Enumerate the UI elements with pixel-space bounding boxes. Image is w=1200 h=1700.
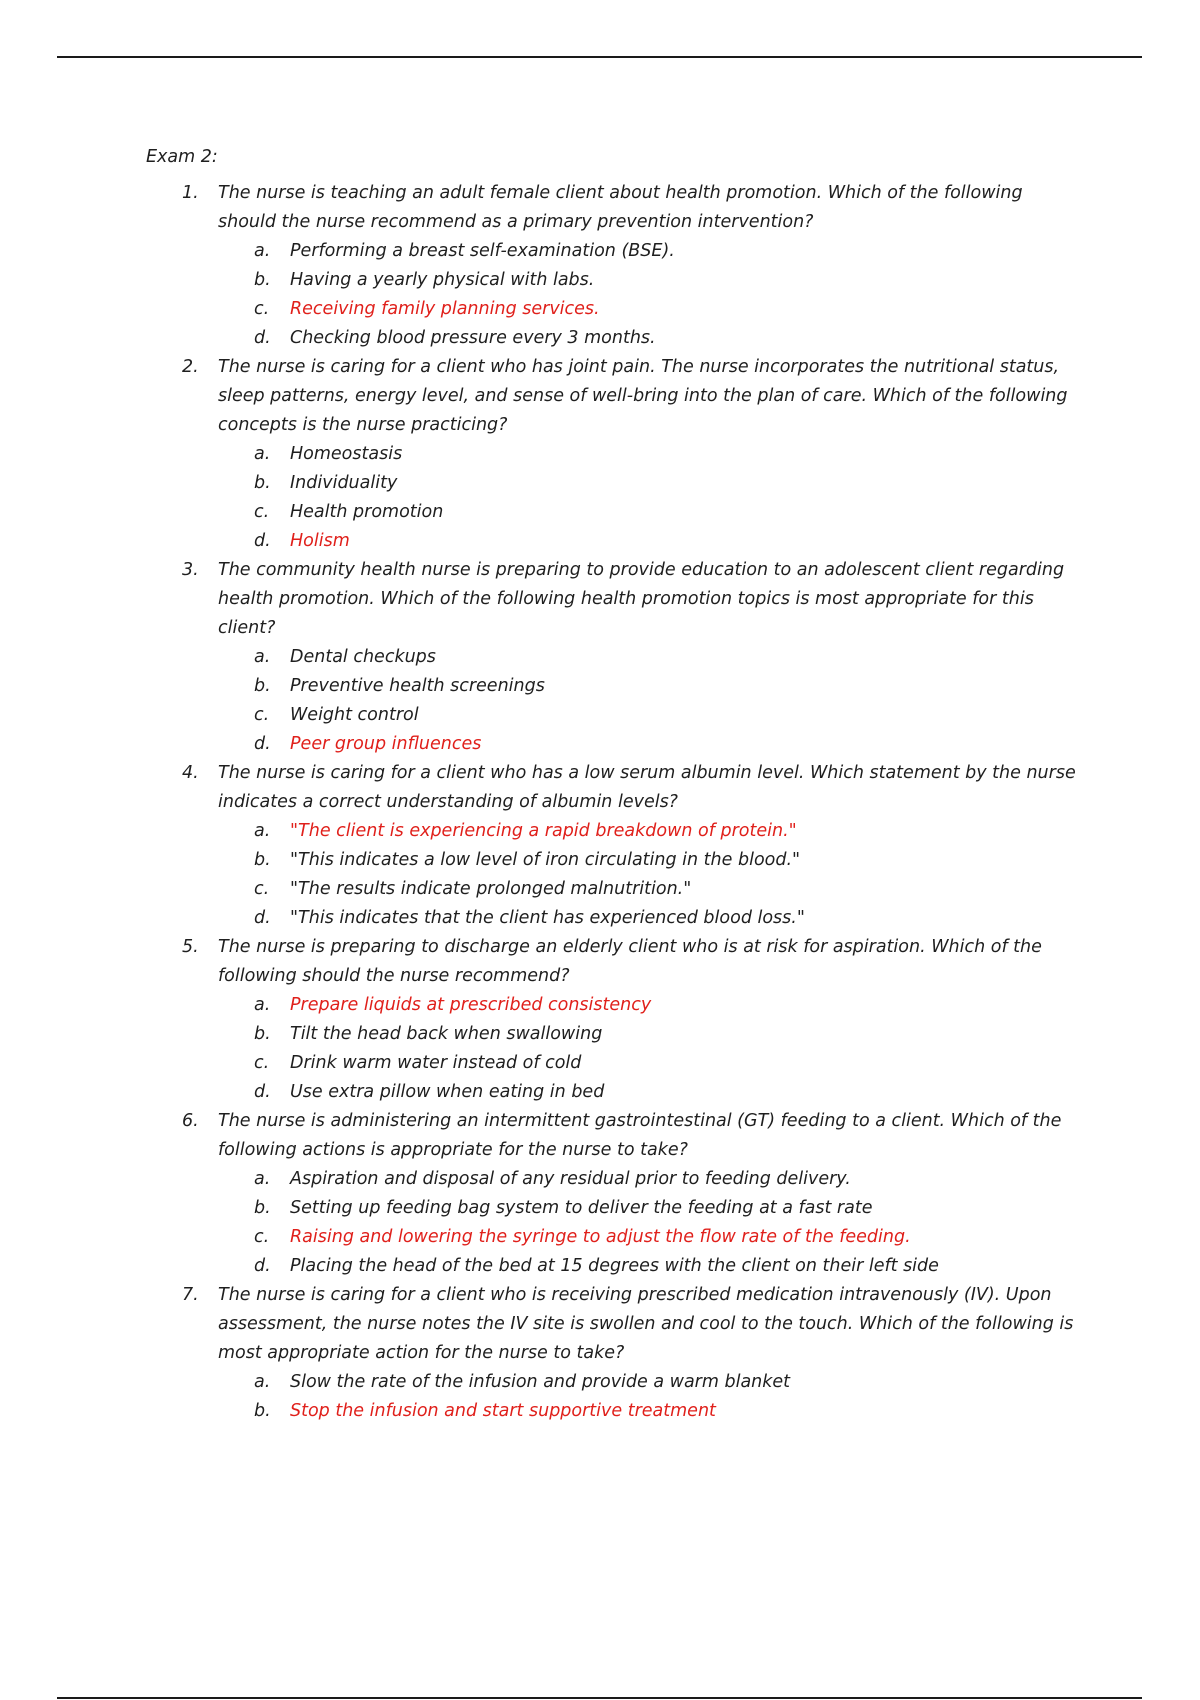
answer-option-correct (218, 295, 1086, 324)
option-letter: b. (254, 270, 271, 290)
question-number: 2. (182, 357, 199, 377)
option-letter: a. (254, 821, 271, 841)
answer-options (218, 1165, 1086, 1281)
question-3 (146, 556, 1086, 759)
answer-option (218, 1049, 1086, 1078)
question-text: The nurse is teaching an adult female client about health promotion. Which of the following should the nurse recommend as a primary prevention intervention? (218, 183, 1023, 232)
option-text: Health promotion (290, 502, 444, 522)
header-rule (57, 56, 1142, 58)
question-text: The nurse is caring for a client who is receiving prescribed medication intravenously (IV). Upon assessment, the nurse notes the IV site is swollen and cool to the touch. Which of the following is most appropriate action for the nurse to take? (218, 1285, 1074, 1363)
answer-options (218, 1368, 1086, 1426)
option-letter: a. (254, 444, 271, 464)
answer-option (218, 875, 1086, 904)
option-text: Drink warm water instead of cold (290, 1053, 582, 1073)
option-letter: d. (254, 531, 271, 551)
option-text: "This indicates a low level of iron circulating in the blood." (290, 850, 801, 870)
option-text: Checking blood pressure every 3 months. (290, 328, 656, 348)
option-text: Stop the infusion and start supportive treatment (290, 1401, 716, 1421)
exam-title: Exam 2: (146, 147, 218, 167)
answer-option (218, 846, 1086, 875)
answer-option-correct (218, 730, 1086, 759)
option-text: Setting up feeding bag system to deliver the feeding at a fast rate (290, 1198, 873, 1218)
option-letter: d. (254, 1082, 271, 1102)
answer-option (218, 1368, 1086, 1397)
answer-option (218, 643, 1086, 672)
answer-options (218, 440, 1086, 556)
question-text: The nurse is caring for a client who has a low serum albumin level. Which statement by the nurse indicates a correct understanding of albumin levels? (218, 763, 1076, 812)
option-text: Holism (290, 531, 350, 551)
question-list (146, 179, 1086, 1426)
answer-option (218, 1020, 1086, 1049)
option-text: Dental checkups (290, 647, 436, 667)
option-letter: a. (254, 995, 271, 1015)
answer-option (218, 1194, 1086, 1223)
option-text: Having a yearly physical with labs. (290, 270, 595, 290)
option-letter: d. (254, 1256, 271, 1276)
question-1 (146, 179, 1086, 353)
option-letter: d. (254, 328, 271, 348)
option-text: Aspiration and disposal of any residual prior to feeding delivery. (290, 1169, 851, 1189)
answer-option (218, 1078, 1086, 1107)
document-body (146, 143, 1086, 1426)
answer-option (218, 904, 1086, 933)
option-letter: d. (254, 908, 271, 928)
question-text: The community health nurse is preparing to provide education to an adolescent client regarding health promotion. Which of the following health promotion topics is most appropriate for this client? (218, 560, 1065, 638)
question-2 (146, 353, 1086, 556)
option-text: Individuality (290, 473, 398, 493)
option-letter: c. (254, 879, 270, 899)
option-letter: c. (254, 1053, 270, 1073)
answer-option (218, 440, 1086, 469)
option-text: Peer group influences (290, 734, 482, 754)
option-text: Slow the rate of the infusion and provide a warm blanket (290, 1372, 791, 1392)
option-letter: b. (254, 1401, 271, 1421)
question-text: The nurse is preparing to discharge an elderly client who is at risk for aspiration. Which of the following should the nurse recommend? (218, 937, 1042, 986)
footer-rule (57, 1697, 1142, 1699)
option-text: Weight control (290, 705, 419, 725)
option-letter: b. (254, 1198, 271, 1218)
answer-option (218, 498, 1086, 527)
answer-option-correct (218, 817, 1086, 846)
answer-option (218, 266, 1086, 295)
option-letter: c. (254, 299, 270, 319)
answer-option-correct (218, 991, 1086, 1020)
answer-option (218, 324, 1086, 353)
option-letter: a. (254, 647, 271, 667)
answer-options (218, 991, 1086, 1107)
question-text: The nurse is caring for a client who has joint pain. The nurse incorporates the nutritional status, sleep patterns, energy level, and sense of well-bring into the plan of care. Which of the following concepts is the nurse practicing? (218, 357, 1068, 435)
option-letter: a. (254, 1372, 271, 1392)
question-number: 7. (182, 1285, 199, 1305)
option-letter: b. (254, 473, 271, 493)
option-text: "The results indicate prolonged malnutrition." (290, 879, 692, 899)
option-text: Homeostasis (290, 444, 403, 464)
option-letter: b. (254, 850, 271, 870)
question-7 (146, 1281, 1086, 1426)
question-5 (146, 933, 1086, 1107)
answer-options (218, 643, 1086, 759)
question-6 (146, 1107, 1086, 1281)
option-text: Placing the head of the bed at 15 degrees with the client on their left side (290, 1256, 939, 1276)
option-text: Tilt the head back when swallowing (290, 1024, 603, 1044)
option-text: "This indicates that the client has experienced blood loss." (290, 908, 805, 928)
answer-option-correct (218, 1223, 1086, 1252)
option-text: Raising and lowering the syringe to adjust the flow rate of the feeding. (290, 1227, 911, 1247)
answer-option (218, 701, 1086, 730)
question-text: The nurse is administering an intermittent gastrointestinal (GT) feeding to a client. Which of the following actions is appropriate for the nurse to take? (218, 1111, 1062, 1160)
question-number: 3. (182, 560, 199, 580)
answer-options (218, 817, 1086, 933)
answer-option (218, 1252, 1086, 1281)
option-letter: a. (254, 1169, 271, 1189)
option-letter: c. (254, 502, 270, 522)
question-number: 1. (182, 183, 199, 203)
option-letter: c. (254, 1227, 270, 1247)
option-letter: b. (254, 676, 271, 696)
option-text: "The client is experiencing a rapid breakdown of protein." (290, 821, 797, 841)
answer-option (218, 1165, 1086, 1194)
option-letter: c. (254, 705, 270, 725)
question-4 (146, 759, 1086, 933)
answer-option (218, 672, 1086, 701)
answer-options (218, 237, 1086, 353)
answer-option-correct (218, 527, 1086, 556)
option-letter: b. (254, 1024, 271, 1044)
option-text: Preventive health screenings (290, 676, 545, 696)
question-number: 6. (182, 1111, 199, 1131)
option-text: Prepare liquids at prescribed consistency (290, 995, 652, 1015)
answer-option (218, 469, 1086, 498)
answer-option-correct (218, 1397, 1086, 1426)
option-text: Receiving family planning services. (290, 299, 600, 319)
option-text: Use extra pillow when eating in bed (290, 1082, 605, 1102)
option-text: Performing a breast self-examination (BSE). (290, 241, 675, 261)
question-number: 5. (182, 937, 199, 957)
option-letter: d. (254, 734, 271, 754)
option-letter: a. (254, 241, 271, 261)
answer-option (218, 237, 1086, 266)
question-number: 4. (182, 763, 199, 783)
